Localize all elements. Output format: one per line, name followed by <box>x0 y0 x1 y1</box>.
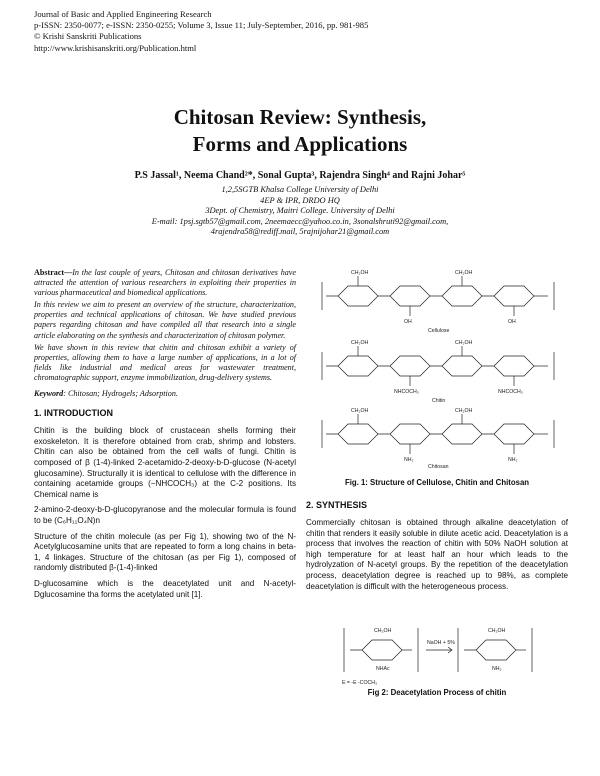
journal-header <box>34 9 474 54</box>
email-line-2[interactable]: 4rajendra58@rediff.mail, 5rajnijohar21@gmail.com <box>210 227 390 237</box>
fig1-label-chitin: Chitin <box>432 398 446 404</box>
fig2-reagent: NaOH + 5% <box>427 640 455 646</box>
issn-line: p-ISSN: 2350-0077; e-ISSN: 2350-0255; Volume 3, Issue 11; July-September, 2016, pp. 981-985 <box>34 20 369 31</box>
keywords-label: Keyword <box>34 389 64 399</box>
publisher-line: © Krishi Sanskriti Publications <box>34 31 142 42</box>
journal-url[interactable]: http://www.krishisanskriti.org/Publication.html <box>34 42 197 53</box>
journal-name: Journal of Basic and Applied Engineering Research <box>34 9 212 19</box>
title-line-1: Chitosan Review: Synthesis, <box>173 105 427 129</box>
abstract-p3: We have shown in this review that chitin and chitosan exhibit a variety of properties, allowing them to have a large number of applications, in a lot of fields like industrial and medical areas for wastewater treatment, chromatographic support, enzyme immobilization, drug-delivery systems. <box>34 342 296 382</box>
title-line-2: Forms and Applications <box>192 132 408 156</box>
author-list: P.S Jassal¹, Neema Chand²*, Sonal Gupta³, Rajendra Singh⁴ and Rajni Johar⁵ <box>134 170 466 181</box>
intro-p2: 2-amino-2-deoxy-b-D-glucopyranose and the molecular formula is found to be (C₆H₁₁O₄N)n <box>34 505 296 525</box>
intro-p3: Structure of the chitin molecule (as per Fig 1), showing two of the N-Acetylglucosamine units that are repeated to form a long chains in beta-1, 4 linkages. Structure of the chitosan (as per Fig 1), composed of randomly distributed β-(1-4)-linked <box>34 531 296 573</box>
synthesis-heading: 2. SYNTHESIS <box>306 500 368 510</box>
chitin-structure <box>322 346 554 386</box>
svg-text:CH₂OH: CH₂OH <box>455 408 473 414</box>
svg-text:NH₂: NH₂ <box>492 666 502 672</box>
affiliations <box>0 185 600 238</box>
keywords-text: : Chitosan; Hydrogels; Adsorption. <box>63 389 178 399</box>
svg-text:NHCOCH₃: NHCOCH₃ <box>394 389 419 395</box>
svg-text:CH₂OH: CH₂OH <box>351 408 369 414</box>
svg-text:CH₂OH: CH₂OH <box>351 270 369 276</box>
svg-text:CH₂OH: CH₂OH <box>351 340 369 346</box>
fig2-deacetylation <box>340 622 550 687</box>
affiliation-2: 4EP & IPR, DRDO HQ <box>260 195 340 205</box>
svg-text:NHAc: NHAc <box>376 666 390 672</box>
svg-text:CH₂OH: CH₂OH <box>455 270 473 276</box>
fig1-label-chitosan: Chitosan <box>428 464 449 470</box>
svg-text:OH: OH <box>508 319 516 325</box>
chitosan-structure <box>322 414 554 454</box>
fig1-caption: Fig. 1: Structure of Cellulose, Chitin and Chitosan <box>344 478 530 487</box>
affiliation-3: 3Dept. of Chemistry, Maitri College. University of Delhi <box>205 206 395 216</box>
svg-text:CH₂OH: CH₂OH <box>488 628 506 634</box>
intro-heading: 1. INTRODUCTION <box>34 408 114 419</box>
svg-text:OH: OH <box>404 319 412 325</box>
intro-p4: D-glucosamine which is the deacetylated unit and N-acetyl-Dglucosamine tha forms the acetylated unit [1]. <box>34 578 296 599</box>
affiliation-1: 1,2,5SGTB Khalsa College University of Delhi <box>221 185 379 194</box>
cellulose-structure <box>322 276 554 316</box>
keywords <box>34 389 296 399</box>
fig2-caption: Fig 2: Deacetylation Process of chitin <box>367 688 507 697</box>
fig1-structures <box>318 268 566 470</box>
abstract-p1: In the last couple of years, Chitosan and chitosan derivatives have attracted the attention of various researchers in exploiting their properties in various pharmaceutical and biomedical applications. <box>34 268 296 298</box>
svg-text:NHCOCH₃: NHCOCH₃ <box>498 389 523 395</box>
paper-title <box>0 104 600 158</box>
fig1-label-cellulose: Cellulose <box>428 328 450 334</box>
fig2-left-label: E = -E -COCH₃ <box>342 680 378 686</box>
abstract <box>34 268 296 383</box>
email-line-1[interactable]: E-mail: 1psj.sgtb57@gmail.com, 2neemaecc@yahoo.co.in, 3sonalshruti92@gmail.com, <box>151 216 449 226</box>
abstract-label: Abstract— <box>34 268 73 277</box>
left-column <box>34 268 296 605</box>
svg-text:CH₂OH: CH₂OH <box>455 340 473 346</box>
intro-p1: Chitin is the building block of crustacean shells forming their exoskeleton. It is therefore obtained from crab, shrimp and lobsters. Chitin can also be obtained from the cell walls of fungi. Chitin is composed of β (1-4)-linked 2-acetamido-2-deoxy-b-D-glucose (N-acetyl glucosamine). Structurally it is identical to cellulose with the difference in containing acetamide groups (−NHCOCH₃) at the C-2 positions. Its Chemical name is <box>34 426 296 499</box>
synthesis-p1: Commercially chitosan is obtained through alkaline deacetylation of chitin that renders it easily soluble in dilute acetic acid. Deacetylation is a process that involves the reaction of chitin with 50% NaOH solution at high temperature for at least half an hour which leads to the hydrolyzation of N-acetyl groups. By the repetition of the deacetylation process, deacetylation degree is reached up to 98%, as complete deacetylation is difficult with the heterogeneous process. <box>306 518 568 591</box>
svg-text:NH₂: NH₂ <box>508 457 518 463</box>
svg-text:CH₂OH: CH₂OH <box>374 628 392 634</box>
svg-text:NH₂: NH₂ <box>404 457 414 463</box>
abstract-p2: In this review we aim to present an overview of the structure, characterization, properties and technical applications of chitosan. We have studied previous papers regarding chitosan and have compiled all that research into a single article elaborating on the synthesis and characterization of chitosan polymer. <box>34 300 296 340</box>
